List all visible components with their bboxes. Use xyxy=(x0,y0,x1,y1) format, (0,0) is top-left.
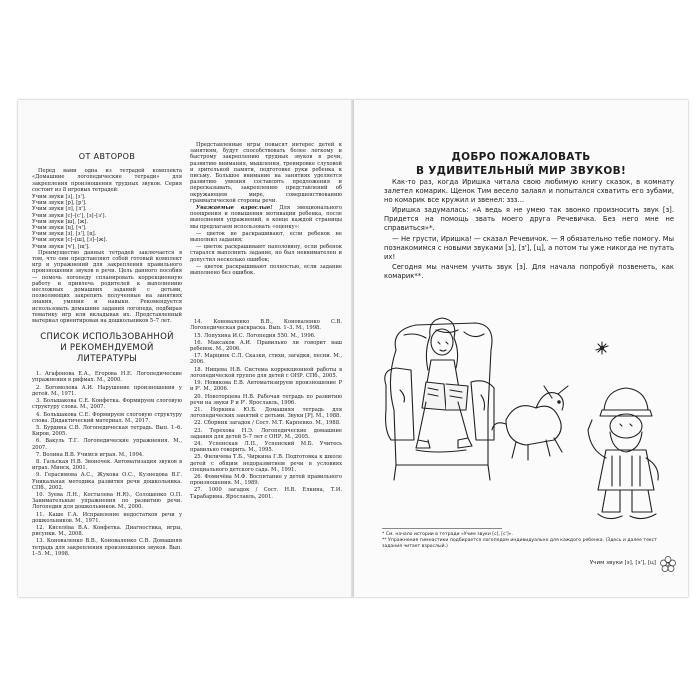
series-item: Учим звуки [з], [з']. xyxy=(32,194,86,201)
reference-item: 20. Новоторцева Н.В. Рабочая тетрадь по развитию речи на звуки Р и Р'. Ярославль, 1996. xyxy=(190,393,342,406)
reference-item: 8. Гальская Н.В. Звоночек. Автоматизация звуков в играх. Минск, 2001. xyxy=(32,458,182,472)
literature-heading-line-2: И РЕКОМЕНДУЕМОЙ ЛИТЕРАТУРЫ xyxy=(60,343,154,365)
footer-text: Учим звуки [з], [з'], [ц] xyxy=(589,560,656,566)
footnote-rule xyxy=(382,528,502,529)
reference-item: 9. Герасимова А.С., Жукова О.С., Кузнецова В.Г. Уникальная методика развития речи дошкольника. СПб., 2002. xyxy=(32,472,182,491)
story-paragraph: — Не грусти, Иришка! — сказал Речевичок. — Я обязательно тебе помогу. Мы познакомимся с новыми звуками [з], [з'], [ц], а потом ты уже никогда не путать их! xyxy=(384,234,674,261)
reference-item: 24. Успенская Л.П., Успенский М.Б. Учитесь правильно говорить. М., 1995. xyxy=(190,440,342,454)
authors-paragraph: Преимущество данных тетрадей заключается в том, что они представляют собой готовый комплект игр и упражнений для закрепления правильного произношения звуков в речи. Цель данного пособия — помочь логопеду спланировать коррекционную работу и привлечь родителей к выполнению несложных домашних заданий с детьми, позволяющих закрепить полученные на занятиях знания, умения и навыки. Рекомендуется использовать домашние задания логопеда, подбирая тематику игр или вкладывая их. Представленный материал ориентирован на дошкольников 5–7 лет. xyxy=(32,249,182,325)
column-spacer xyxy=(190,277,342,319)
page-number-flower-icon xyxy=(660,556,676,572)
page-number: 3 xyxy=(666,562,670,568)
reference-item: 14. Коноваленко В.В., Коноваленко С.В. Логопедическая раскраска. Вып. 1–3. М., 1998. xyxy=(190,319,342,332)
reference-item: 6. Вакуль Т.Г. Логопедические упражнения. М., 2007. xyxy=(32,438,182,451)
book-spread xyxy=(18,100,688,597)
page-footer xyxy=(562,556,682,574)
reference-item: 21. Норкина Ю.Б. Домашняя тетрадь для логопедических занятий с детьми. Звуки [Р]. М., 1988. xyxy=(190,406,342,420)
story-paragraph: Сегодня мы начнем учить звук [з]. Для начала попробуй позвенеть, как комарик**. xyxy=(384,262,674,280)
series-item: Учим звуки [ш], [ж]. xyxy=(32,218,89,225)
reference-item: 18. Нищева Н.В. Система коррекционной работы в логопедической группе для детей с ОНР. СПб., 2005. xyxy=(190,366,342,379)
series-item: Учим звуки [р], [р']. xyxy=(32,200,87,207)
reference-item: 16. Максаков А.И. Правильно ли говорит ваш ребенок. М., 2006. xyxy=(190,339,342,353)
flower-rule-item: — цветок раскрашивают наполовину, если ребенок старался выполнить задание, но был невнимателен и допустил несколько ошибок; xyxy=(190,244,342,263)
reference-item: 15. Лопухина И.С. Логопедия 550. М., 1996. xyxy=(194,332,316,339)
reference-item: 11. Кашe Г.А. Исправление недостатков речи у дошкольников. М., 1971. xyxy=(32,511,182,524)
footnote-item: ** Упражнения гимнастики подбирается логопедом индивидуально для каждого ребенка. (Здесь и далее текст задания читает взрослый.) xyxy=(382,538,657,549)
left-column-2 xyxy=(190,142,342,501)
intro-paragraph: Представленные игры повысят интерес детей к занятиям, будут способствовать более легкому и быстрому закреплению трудных звуков в речи, развитию внимания, мышления, тренировке слуховой и зрительной памяти, подготовке руки ребенка к письму. Большое внимание на занятиях уделяется развитию умения составлять предложения и пересказывать, закреплению представлений об окружающем мире, совершенствованию грамматической стороны речи. xyxy=(190,142,342,204)
puppy-drawing xyxy=(492,386,568,460)
reference-item: 27. 1000 загадок / Сост. Н.В. Елкина, Т.И. Тарабарина. Ярославль, 2001. xyxy=(190,487,342,500)
story-paragraph: Как-то раз, когда Иришка читала свою любимую книгу сказок, в комнату залетел комарик. Щенок Тим весело залаял и попытался схватить его зубами, но комарик все кружил и звенел: ззз... xyxy=(384,178,674,205)
series-item: Учим звуки [з], [з'], [ц]. xyxy=(32,231,97,238)
reference-item: 12. Киселёва В.А. Конфетка. Диагностика, игры, рисунки. М., 2008. xyxy=(32,524,182,538)
reference-item: 7. Волина В.В. Учимся играя. М., 1994. xyxy=(36,451,144,458)
right-page xyxy=(354,100,688,597)
reference-item: 5. Бурдина С.В. Логопедическая тетрадь. Вып. 1–6. Киров, 2005. xyxy=(32,424,182,438)
reference-item: 26. Фомичёва М.Ф. Воспитание у детей правильного произношения. М., 1989. xyxy=(190,473,342,487)
title-line-2: В УДИВИТЕЛЬНЫЙ МИР ЗВУКОВ! xyxy=(415,165,627,177)
reference-item: 19. Новикова Е.В. Автоматизируем произношение Р и Р'. М., 2006. xyxy=(190,380,342,393)
warning-label: Уважаемые взрослые! xyxy=(196,205,273,212)
page-title xyxy=(406,150,636,178)
series-item: Учим звуки [ц], [ч']. xyxy=(32,225,87,232)
title-line-1: ДОБРО ПОЖАЛОВАТЬ xyxy=(451,151,591,163)
mosquito-drawing xyxy=(596,342,608,354)
reference-item: 10. Зуева Л.Н., Костылева Н.Ю., Солошенко О.П. Занимательные упражнения по развитию речи. Логопедия для дошкольников. М., 2000. xyxy=(32,491,182,511)
reference-item: 3. Большакова С.Е. Конфетка. Формируем слоговую структуру слова. М., 2007. xyxy=(32,398,182,411)
literature-heading xyxy=(32,332,182,365)
series-item: Учим звуки [с]–[ш], [з]–[ж]. xyxy=(32,237,108,244)
series-item: Учим звуки [л], [л']. xyxy=(32,206,87,213)
story-paragraph: Иришка задумалась: «А ведь я не умею так звонко произносить звук [з]. Придется на помощь звать моего друга Речевичка. Без него мне не справиться»*. xyxy=(384,206,674,233)
authors-heading: ОТ АВТОРОВ xyxy=(78,152,136,161)
reference-item: 4. Большакова С.Е. Формируем слоговую структуру слова. Дидактический материал. М., 2017. xyxy=(32,411,182,424)
reference-item: 17. Марцинк С.Л. Сказки, стихи, загадки, песни. М., 2006. xyxy=(190,353,342,366)
series-item: Учим звуки [ч'], [щ']. xyxy=(32,243,90,250)
left-page xyxy=(18,100,354,597)
story-text xyxy=(384,178,674,282)
warning-paragraph xyxy=(190,205,342,230)
reference-item: 25. Филичева Т.Б., Чиркина Г.В. Подготовка к школе детей с общим недоразвитием речи в условиях специального детского сада. М., 1991. xyxy=(190,454,342,473)
footnote-item: * См. начало истории в тетради «Учим звуки [с], [с']». xyxy=(382,532,513,537)
reference-item: 1. Агафонова Е.А., Егорова Н.Е. Логопедические упражнения в рифмах. М., 2000. xyxy=(32,371,182,384)
reference-item: 13. Коноваленко В.В., Коноваленко С.В. Домашняя тетрадь для закрепления произношения звуков. Вып. 1–5. М., 1998. xyxy=(32,538,182,557)
warning-text: Для эмоционального поощрения и повышения мотивации ребенка, после выполнения упражнений, в конце каждой страницы мы предлагаем использовать «оценку»: xyxy=(190,205,342,230)
series-item: Учим звуки [с]–[с'], [з]–[з']. xyxy=(32,212,107,219)
authors-paragraph: Перед вами одна из тетрадей комплекта «Домашние логопедические тетради» для закрепления произношения трудных звуков. Серия состоит из 8 игровых тетрадей: xyxy=(32,168,182,193)
reference-item: 2. Богомолова А.И. Нарушение произношения у детей. М., 1971. xyxy=(32,384,182,397)
gnome-drawing xyxy=(588,388,658,519)
left-column-1 xyxy=(32,142,182,558)
reference-item: 23. Терехова Н.Э. Логопедические домашние задания для детей 5–7 лет с ОНР. М., 2005. xyxy=(190,427,342,440)
story-illustration xyxy=(376,290,676,530)
flower-rule-item: — цветок не раскрашивают, если ребенок не выполнил задания; xyxy=(190,230,342,244)
literature-heading-line-1: СПИСОК ИСПОЛЬЗОВАННОЙ xyxy=(40,332,174,343)
reference-item: 22. Сборник загадок / Сост. М.Т. Карпенко. М., 1988. xyxy=(194,420,341,427)
flower-rule-item: — цветок раскрашивают полностью, если задание выполнено без ошибок. xyxy=(190,263,342,277)
footnotes xyxy=(382,532,672,550)
